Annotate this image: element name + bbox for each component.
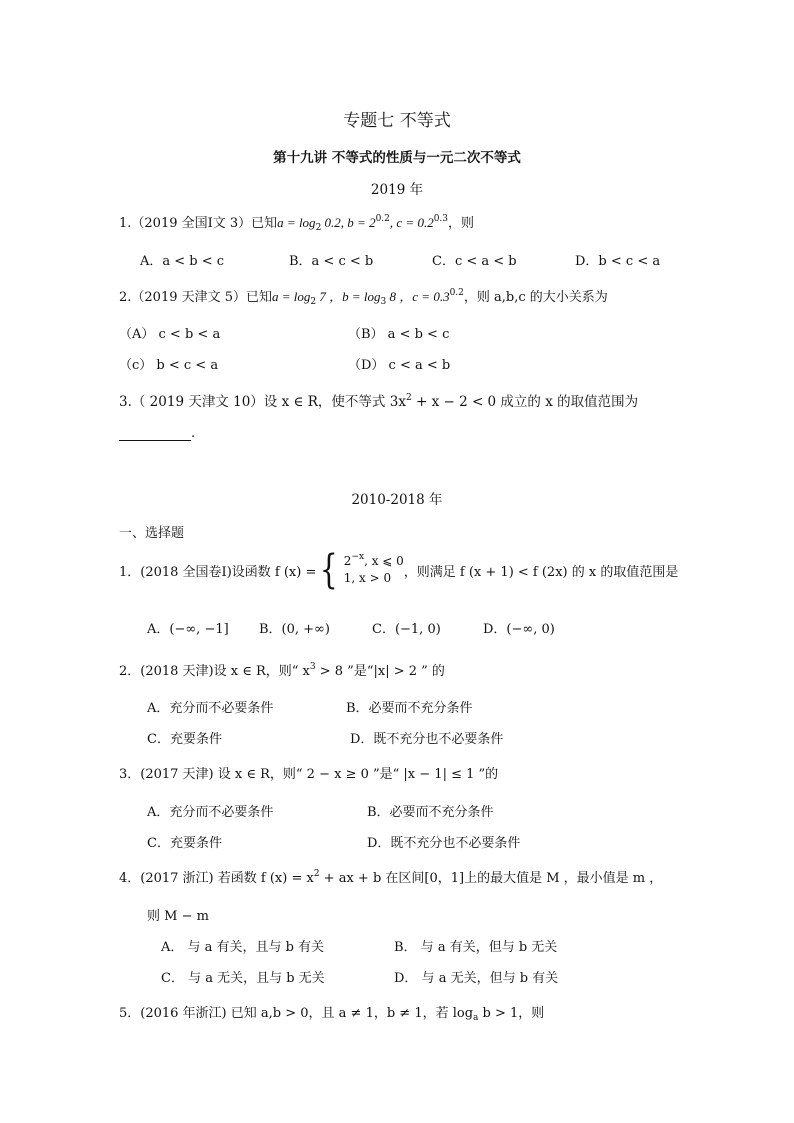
option-2019-1-d: D．b < c < a — [575, 254, 661, 269]
option-2019-1-c: C．c < a < b — [432, 254, 517, 269]
option-2-b: B．必要而不充分条件 — [346, 701, 473, 716]
question-1: 1．(2018 全国卷Ⅰ)设函数 f (x) = { $2^{-x}$, x ⩽ 0 1, x > 0 ，则满足 f (x + 1) < f (2x) 的 x 的取值范围是 — [119, 547, 679, 593]
option-3-d: D．既不充分也不必要条件 — [367, 836, 521, 851]
option-3-c: C．充要条件 — [147, 836, 222, 851]
question-4: 4．(2017 浙江) 若函数 f $(x) = x^2$ + ax + b 在区间[0，1]上的最大值是 M ，最小值是 m ， — [119, 869, 663, 886]
option-1-a: A．(−∞, −1] — [147, 622, 229, 637]
year-heading-2019: 2019 年 — [370, 182, 424, 198]
piecewise-brace: { — [320, 547, 338, 593]
option-4-a: A． 与 a 有关，且与 b 有关 — [161, 940, 325, 955]
option-2019-2-d: （D） c < a < b — [348, 358, 451, 373]
option-4-d: D． 与 a 无关，但与 b 有关 — [394, 971, 559, 986]
option-2-c: C．充要条件 — [147, 732, 222, 747]
page-title: 专题七 不等式 — [343, 111, 451, 131]
question-3: 3．(2017 天津) 设 x ∈ R，则“ 2 − x ≥ 0 ”是“ |x − 1| ≤ 1 ”的 — [119, 767, 499, 782]
piecewise-cases: $2^{-x}$, x ⩽ 0 1, x > 0 — [343, 552, 404, 585]
year-heading-2010-2018: 2010-2018 年 — [351, 492, 443, 508]
option-3-a: A．充分而不必要条件 — [147, 805, 274, 820]
question-2019-3: 3.（ 2019 天津文 10）设 x ∈ R，使不等式 $3x^2 + x - 2 < 0$ 成立的 x 的取值范围为 — [119, 393, 639, 410]
answer-blank-line: . — [119, 426, 195, 441]
question-5: 5．(2016 年浙江) 已知 a,b > 0，且 a ≠ 1，b ≠ 1，若 $\log_a b > 1$，则 — [119, 1006, 545, 1023]
option-2-a: A．充分而不必要条件 — [147, 701, 274, 716]
option-2019-2-b: （B） a < b < c — [348, 327, 450, 342]
question-2019-2: 2.（2019 天津文 5）已知$a = \log_2 7$ ，$b = \log_3 8$ ，$c = 0.3^{0.2}$，则 a,b,c 的大小关系为 — [119, 288, 608, 307]
option-1-b: B．(0, +∞) — [259, 622, 330, 637]
option-2-d: D．既不充分也不必要条件 — [350, 732, 504, 747]
option-1-d: D．(−∞, 0) — [483, 622, 555, 637]
option-1-c: C．(−1, 0) — [372, 622, 441, 637]
answer-blank — [119, 428, 191, 441]
question-2: 2．(2018 天津)设 x ∈ R，则“ $x^3 > 8$ ”是“|x| > 2 ” 的 — [119, 662, 445, 679]
option-2019-2-a: （A） c < b < a — [119, 327, 221, 342]
option-2019-1-a: A．a < b < c — [140, 254, 225, 269]
question-2019-1: 1.（2019 全国Ⅰ文 3）已知$a = \log_2 0.2$, $b = 2^{0.2}$, $c = 0.2^{0.3}$，则 — [119, 214, 475, 233]
option-2019-1-b: B．a < c < b — [289, 254, 374, 269]
section-heading-choice: 一、选择题 — [119, 526, 185, 541]
option-4-b: B． 与 a 有关，但与 b 无关 — [394, 940, 558, 955]
option-2019-2-c: （c） b < c < a — [119, 358, 219, 373]
option-4-c: C． 与 a 无关，且与 b 无关 — [161, 971, 325, 986]
lecture-title: 第十九讲 不等式的性质与一元二次不等式 — [273, 150, 521, 166]
option-3-b: B．必要而不充分条件 — [367, 805, 494, 820]
question-4-continuation: 则 M − m — [147, 909, 209, 924]
